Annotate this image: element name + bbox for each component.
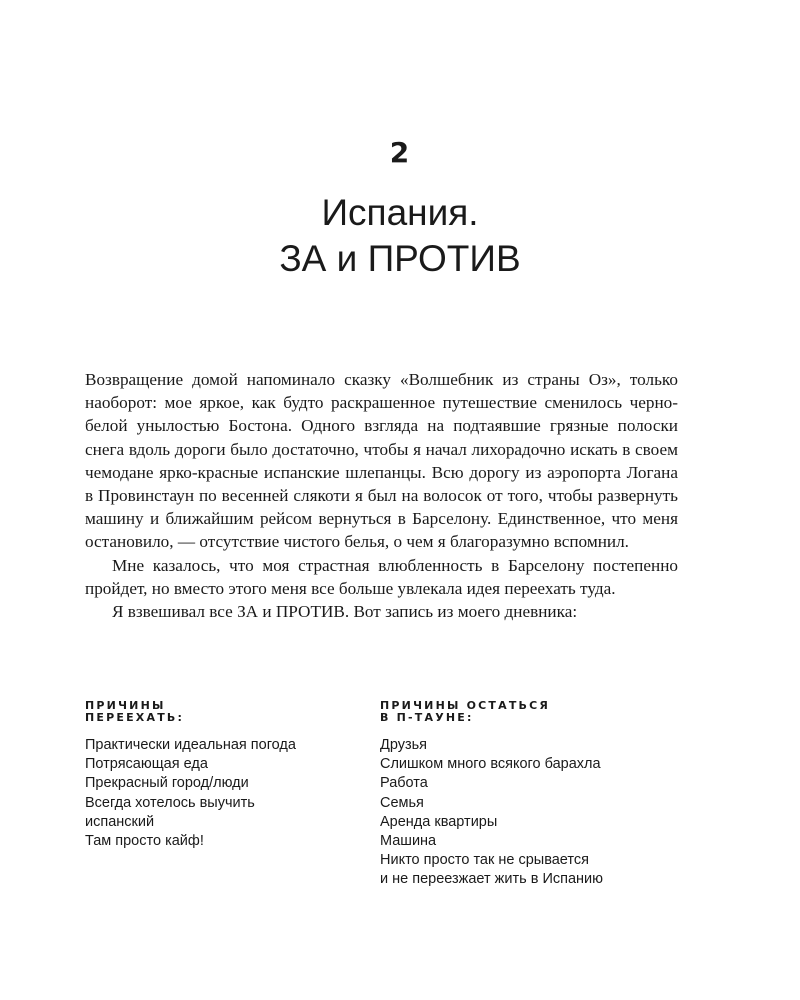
paragraph: Возвращение домой напоминало сказку «Волшебник из страны Оз», только наоборот: мое яркое, как будто раскрашенное путешествие сменилось черно-белой унылостью Бостона. Одного взгляда на подтаявшие грязные полоски снега вдоль дороги было достаточно, чтобы я начал лихорадочно искать в своем чемодане ярко-красные испанские шлепанцы. Всю дорогу из аэропорта Логана в Провинстаун по весенней слякоти я был на волосок от того, чтобы развернуть машину и ближайшим рейсом вернуться в Барселону. Единственное, что меня остановило, — отсутствие чистого белья, о чем я благоразумно вспомнил. [85, 370, 678, 552]
list-item: Прекрасный город/люди [85, 775, 249, 792]
list-item: и не переезжает жить в Испанию [380, 871, 604, 888]
reasons-to-move-list [85, 736, 365, 851]
list-item: Потрясающая еда [85, 756, 208, 773]
list-item: Аренда квартиры [380, 813, 498, 830]
chapter-title [0, 190, 800, 282]
paragraph: Мне казалось, что моя страстная влюбленность в Барселону постепенно пройдет, но вместо этого меня все больше увлекала идея переехать туда. [85, 555, 678, 598]
list-item: Всегда хотелось выучить [85, 794, 255, 811]
list-item: Машина [380, 833, 437, 850]
reasons-to-stay-list [380, 736, 680, 890]
chapter-title-line1: Испания. [321, 192, 479, 233]
reasons-to-move-heading: ПРИЧИНЫ ПЕРЕЕХАТЬ: [85, 699, 185, 724]
list-item: Семья [380, 794, 424, 811]
reasons-to-stay-column [380, 700, 680, 890]
reasons-to-stay-heading: ПРИЧИНЫ ОСТАТЬСЯ В П-ТАУНЕ: [380, 699, 551, 724]
list-item: Работа [380, 775, 428, 792]
paragraph: Я взвешивал все ЗА и ПРОТИВ. Вот запись из моего дневника: [112, 602, 578, 622]
list-item: Практически идеальная погода [85, 737, 296, 753]
chapter-number: 2 [389, 136, 411, 169]
list-item: Там просто кайф! [85, 833, 204, 850]
list-item: Слишком много всякого барахла [380, 756, 601, 773]
reasons-to-move-column [85, 700, 365, 851]
list-item: испанский [85, 813, 155, 830]
chapter-title-line2: ЗА и ПРОТИВ [279, 238, 521, 279]
list-item: Друзья [380, 737, 428, 753]
body-text [85, 368, 678, 623]
list-item: Никто просто так не срывается [380, 852, 589, 869]
